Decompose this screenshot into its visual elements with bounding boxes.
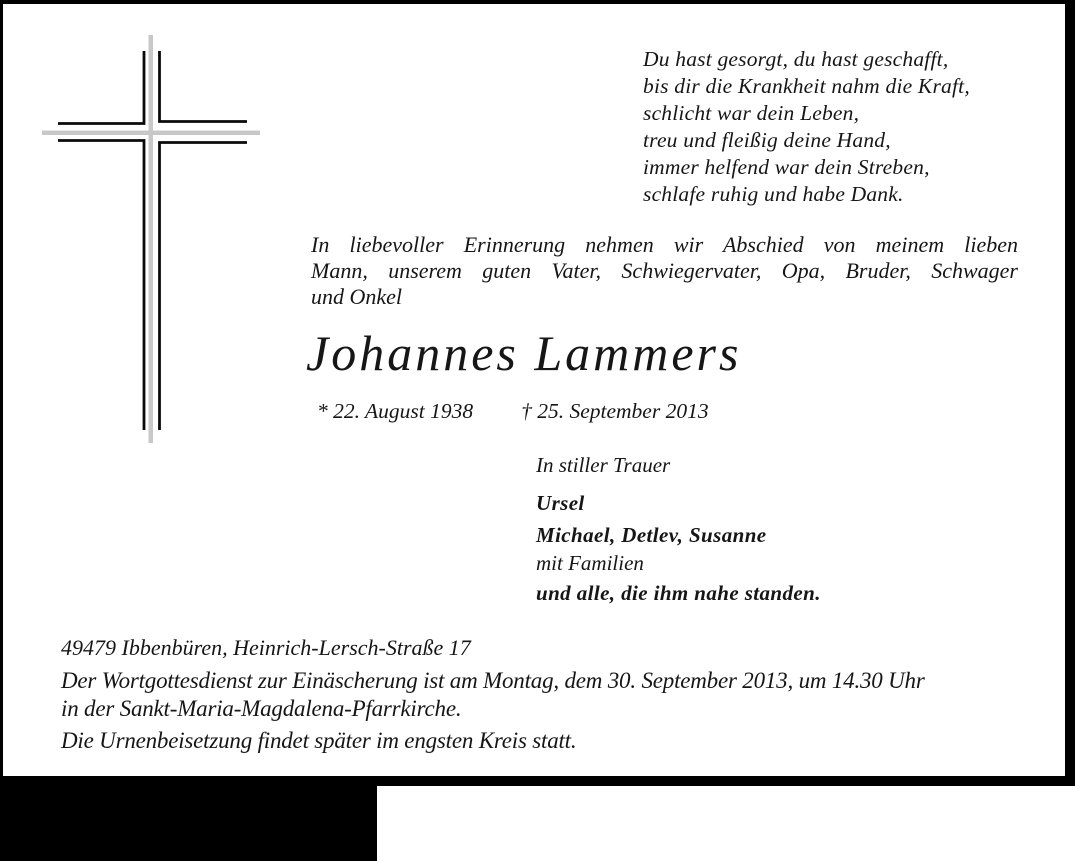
service-line: Der Wortgottesdienst zur Einäscherung ist am Montag, dem 30. September 2013, um 14.30 Uhr bbox=[61, 668, 925, 693]
poem-line: treu und fleißig deine Hand, bbox=[643, 128, 891, 152]
memorial-cross-icon bbox=[40, 33, 262, 445]
address-line: 49479 Ibbenbüren, Heinrich-Lersch-Straße 17 bbox=[61, 635, 471, 660]
urn-burial-info: Die Urnenbeisetzung findet später im engsten Kreis statt. bbox=[61, 728, 577, 753]
mourner-wife: Ursel bbox=[536, 491, 585, 515]
death-date: † 25. September 2013 bbox=[521, 399, 709, 423]
mourner-others: und alle, die ihm nahe standen. bbox=[536, 581, 821, 605]
life-dates bbox=[317, 398, 709, 424]
adjacent-notice-black-block bbox=[0, 786, 377, 861]
memorial-line: In liebevoller Erinnerung nehmen wir Abschied von meinem lieben bbox=[311, 232, 1018, 257]
memorial-statement bbox=[311, 232, 1018, 310]
mourner-families: mit Familien bbox=[536, 551, 644, 575]
mourning-intro: In stiller Trauer bbox=[536, 453, 671, 477]
poem-line: immer helfend war dein Streben, bbox=[643, 155, 930, 179]
poem-line: bis dir die Krankheit nahm die Kraft, bbox=[643, 74, 970, 98]
memorial-poem bbox=[643, 46, 970, 208]
poem-line: Du hast gesorgt, du hast geschafft, bbox=[643, 47, 949, 71]
poem-line: schlafe ruhig und habe Dank. bbox=[643, 182, 904, 206]
service-line: in der Sankt-Maria-Magdalena-Pfarrkirche. bbox=[61, 696, 462, 721]
mourner-children: Michael, Detlev, Susanne bbox=[536, 523, 767, 547]
deceased-name: Johannes Lammers bbox=[306, 325, 742, 381]
service-info bbox=[61, 667, 925, 723]
memorial-line: und Onkel bbox=[311, 284, 403, 309]
memorial-line: Mann, unserem guten Vater, Schwiegervater, Opa, Bruder, Schwager bbox=[311, 258, 1018, 283]
poem-line: schlicht war dein Leben, bbox=[643, 101, 860, 125]
birth-date: * 22. August 1938 bbox=[317, 399, 474, 423]
